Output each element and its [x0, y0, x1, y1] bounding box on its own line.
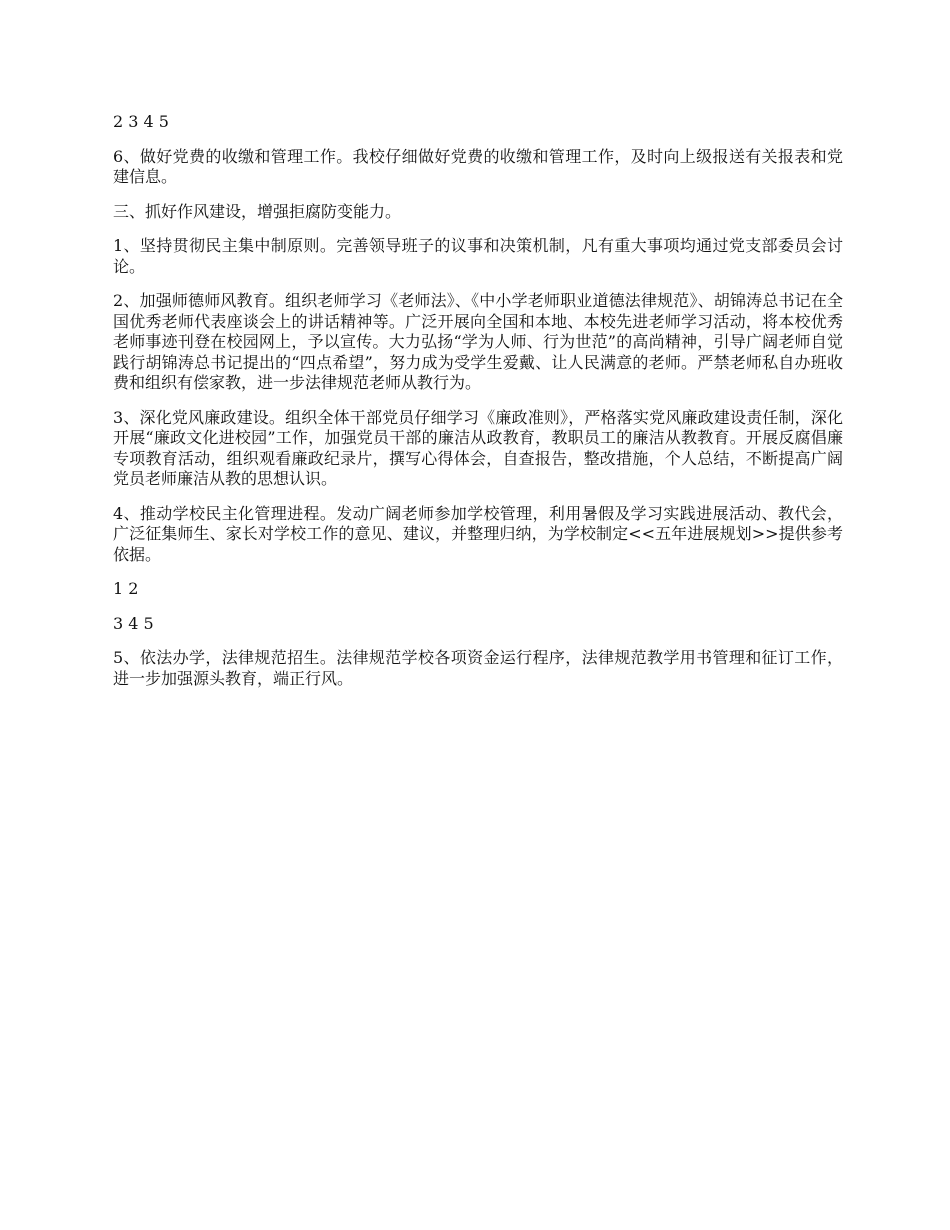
- paragraph-clean-governance: 3、深化党风廉政建设。组织全体干部党员仔细学习《廉政准则》，严格落实党风廉政建设责任制，深化开展“廉政文化进校园”工作，加强党员干部的廉洁从政教育，教职员工的廉洁从教教育。开展反腐倡廉专项教育活动，组织观看廉政纪录片，撰写心得体会，自查报告，整改措施，个人总结，不断提高广阔党员老师廉洁从教的思想认识。: [113, 407, 843, 488]
- page-number-row: 1 2: [113, 579, 139, 598]
- paragraph-democratic-centralism: 1、坚持贯彻民主集中制原则。完善领导班子的议事和决策机制，凡有重大事项均通过党支部委员会讨论。: [113, 236, 843, 276]
- section-heading-style: 三、抓好作风建设，增强拒腐防变能力。: [113, 201, 402, 221]
- page-number-row: 2 3 4 5: [113, 112, 169, 131]
- page-number-row: 3 4 5: [113, 613, 154, 633]
- document-page: [113, 112, 843, 703]
- paragraph-democratic-management: 4、推动学校民主化管理进程。发动广阔老师参加学校管理，利用暑假及学习实践进展活动、教代会，广泛征集师生、家长对学校工作的意见、建议，并整理归纳，为学校制定<<五年进展规划>>提供参考依据。: [113, 503, 843, 564]
- paragraph-lawful-enrollment: 5、依法办学，法律规范招生。法律规范学校各项资金运行程序，法律规范教学用书管理和征订工作，进一步加强源头教育，端正行风。: [113, 648, 843, 688]
- paragraph-teacher-ethics: 2、加强师德师风教育。组织老师学习《老师法》、《中小学老师职业道德法律规范》、胡锦涛总书记在全国优秀老师代表座谈会上的讲话精神等。广泛开展向全国和本地、本校先进老师学习活动，将本校优秀老师事迹刊登在校园网上，予以宣传。大力弘扬“学为人师、行为世范”的高尚精神，引导广阔老师自觉践行胡锦涛总书记提出的“四点希望”，努力成为受学生爱戴、让人民满意的老师。严禁老师私自办班收费和组织有偿家教，进一步法律规范老师从教行为。: [113, 291, 843, 392]
- paragraph-party-fee: 6、做好党费的收缴和管理工作。我校仔细做好党费的收缴和管理工作，及时向上级报送有关报表和党建信息。: [113, 146, 843, 186]
